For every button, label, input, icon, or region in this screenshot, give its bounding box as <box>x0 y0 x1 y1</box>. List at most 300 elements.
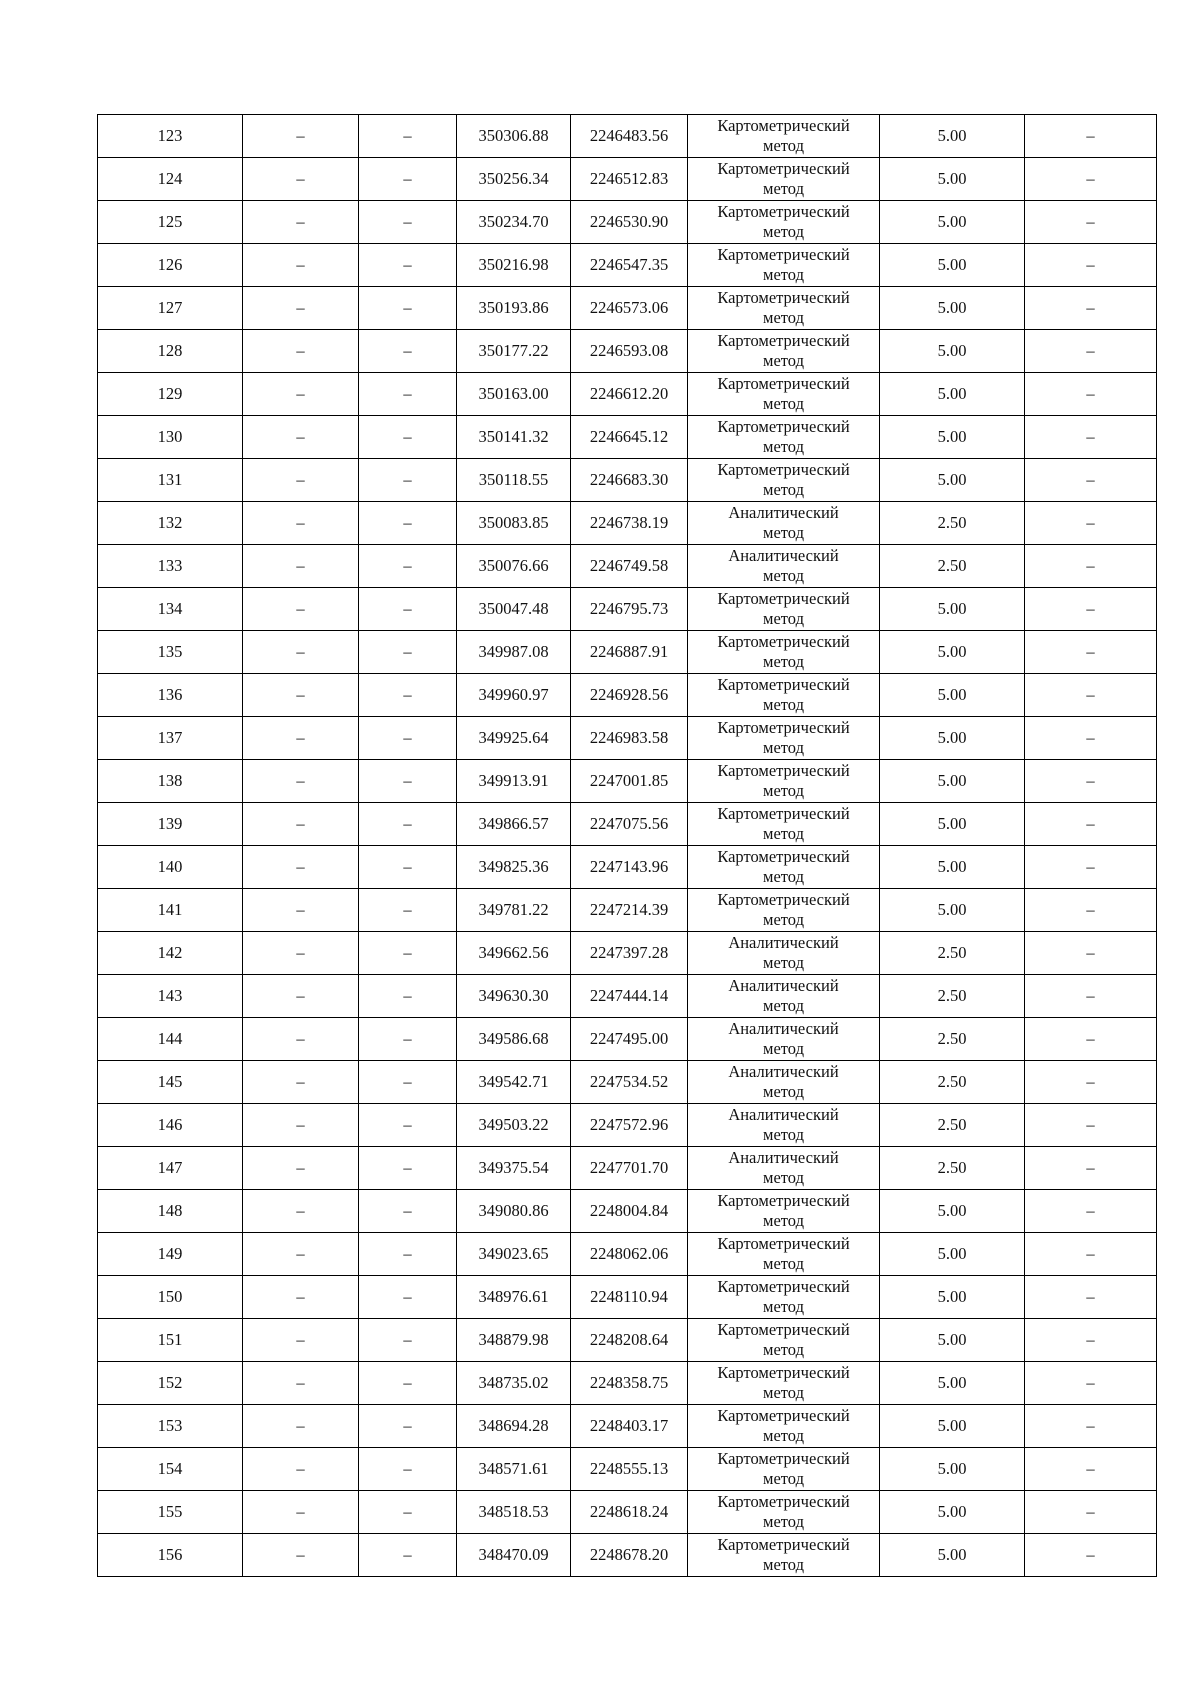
method-cell <box>688 889 880 932</box>
method-cell <box>688 244 880 287</box>
table-row <box>98 1276 1157 1319</box>
method-name: Картометрический <box>717 1234 850 1253</box>
precision-cell: 2.50 <box>880 502 1025 545</box>
method-name: Картометрический <box>717 1535 850 1554</box>
x-coordinate-cell: 349503.22 <box>457 1104 571 1147</box>
method-cell <box>688 760 880 803</box>
method-name: Аналитический <box>728 933 839 952</box>
coordinates-table <box>97 114 1157 1577</box>
precision-cell: 5.00 <box>880 1534 1025 1577</box>
dash-cell: – <box>359 760 457 803</box>
x-coordinate-cell: 350177.22 <box>457 330 571 373</box>
method-word: метод <box>763 1512 804 1531</box>
table-row <box>98 545 1157 588</box>
dash-cell: – <box>359 674 457 717</box>
dash-cell: – <box>359 975 457 1018</box>
precision-cell: 5.00 <box>880 330 1025 373</box>
method-cell <box>688 932 880 975</box>
dash-cell: – <box>1025 158 1157 201</box>
point-number-cell: 148 <box>98 1190 243 1233</box>
method-cell <box>688 1319 880 1362</box>
method-cell <box>688 115 880 158</box>
x-coordinate-cell: 349630.30 <box>457 975 571 1018</box>
method-word: метод <box>763 652 804 671</box>
point-number-cell: 124 <box>98 158 243 201</box>
dash-cell: – <box>359 244 457 287</box>
method-name: Картометрический <box>717 202 850 221</box>
point-number-cell: 149 <box>98 1233 243 1276</box>
y-coordinate-cell: 2248403.17 <box>571 1405 688 1448</box>
table-row <box>98 1534 1157 1577</box>
method-cell <box>688 717 880 760</box>
dash-cell: – <box>1025 244 1157 287</box>
method-cell <box>688 1534 880 1577</box>
dash-cell: – <box>1025 1018 1157 1061</box>
method-word: метод <box>763 609 804 628</box>
dash-cell: – <box>243 373 359 416</box>
dash-cell: – <box>1025 846 1157 889</box>
precision-cell: 5.00 <box>880 760 1025 803</box>
dash-cell: – <box>243 201 359 244</box>
point-number-cell: 125 <box>98 201 243 244</box>
method-cell <box>688 330 880 373</box>
dash-cell: – <box>243 1276 359 1319</box>
method-cell <box>688 975 880 1018</box>
dash-cell: – <box>359 1190 457 1233</box>
precision-cell: 5.00 <box>880 287 1025 330</box>
dash-cell: – <box>1025 1448 1157 1491</box>
method-cell <box>688 1104 880 1147</box>
precision-cell: 5.00 <box>880 717 1025 760</box>
point-number-cell: 135 <box>98 631 243 674</box>
dash-cell: – <box>359 1534 457 1577</box>
precision-cell: 5.00 <box>880 631 1025 674</box>
table-row <box>98 1233 1157 1276</box>
method-word: метод <box>763 566 804 585</box>
dash-cell: – <box>359 1061 457 1104</box>
table-body <box>98 115 1157 1577</box>
method-word: метод <box>763 394 804 413</box>
method-word: метод <box>763 1383 804 1402</box>
point-number-cell: 123 <box>98 115 243 158</box>
dash-cell: – <box>359 803 457 846</box>
method-name: Картометрический <box>717 1277 850 1296</box>
method-name: Аналитический <box>728 1019 839 1038</box>
dash-cell: – <box>243 244 359 287</box>
method-word: метод <box>763 1555 804 1574</box>
method-name: Картометрический <box>717 718 850 737</box>
method-word: метод <box>763 480 804 499</box>
method-cell <box>688 1233 880 1276</box>
dash-cell: – <box>359 330 457 373</box>
y-coordinate-cell: 2246683.30 <box>571 459 688 502</box>
precision-cell: 5.00 <box>880 1276 1025 1319</box>
table-row <box>98 588 1157 631</box>
method-cell <box>688 1362 880 1405</box>
precision-cell: 5.00 <box>880 803 1025 846</box>
table-row <box>98 1319 1157 1362</box>
precision-cell: 5.00 <box>880 158 1025 201</box>
point-number-cell: 150 <box>98 1276 243 1319</box>
point-number-cell: 155 <box>98 1491 243 1534</box>
method-name: Картометрический <box>717 1363 850 1382</box>
point-number-cell: 133 <box>98 545 243 588</box>
method-name: Картометрический <box>717 847 850 866</box>
dash-cell: – <box>359 1448 457 1491</box>
dash-cell: – <box>243 932 359 975</box>
method-word: метод <box>763 1082 804 1101</box>
dash-cell: – <box>243 1147 359 1190</box>
dash-cell: – <box>243 1362 359 1405</box>
point-number-cell: 129 <box>98 373 243 416</box>
precision-cell: 2.50 <box>880 1061 1025 1104</box>
y-coordinate-cell: 2247534.52 <box>571 1061 688 1104</box>
method-name: Аналитический <box>728 976 839 995</box>
precision-cell: 5.00 <box>880 459 1025 502</box>
method-name: Картометрический <box>717 1320 850 1339</box>
point-number-cell: 137 <box>98 717 243 760</box>
dash-cell: – <box>1025 330 1157 373</box>
dash-cell: – <box>359 158 457 201</box>
x-coordinate-cell: 349542.71 <box>457 1061 571 1104</box>
x-coordinate-cell: 350141.32 <box>457 416 571 459</box>
y-coordinate-cell: 2248555.13 <box>571 1448 688 1491</box>
table-row <box>98 846 1157 889</box>
x-coordinate-cell: 349781.22 <box>457 889 571 932</box>
y-coordinate-cell: 2247701.70 <box>571 1147 688 1190</box>
dash-cell: – <box>1025 1534 1157 1577</box>
method-name: Картометрический <box>717 288 850 307</box>
precision-cell: 5.00 <box>880 1233 1025 1276</box>
method-cell <box>688 1018 880 1061</box>
method-cell <box>688 1147 880 1190</box>
point-number-cell: 147 <box>98 1147 243 1190</box>
method-name: Картометрический <box>717 1191 850 1210</box>
dash-cell: – <box>1025 1104 1157 1147</box>
dash-cell: – <box>359 1276 457 1319</box>
method-word: метод <box>763 1125 804 1144</box>
method-name: Картометрический <box>717 159 850 178</box>
x-coordinate-cell: 349987.08 <box>457 631 571 674</box>
dash-cell: – <box>359 588 457 631</box>
method-word: метод <box>763 867 804 886</box>
dash-cell: – <box>243 803 359 846</box>
table-row <box>98 201 1157 244</box>
method-cell <box>688 1276 880 1319</box>
method-name: Картометрический <box>717 417 850 436</box>
method-word: метод <box>763 996 804 1015</box>
point-number-cell: 154 <box>98 1448 243 1491</box>
dash-cell: – <box>243 545 359 588</box>
x-coordinate-cell: 350163.00 <box>457 373 571 416</box>
point-number-cell: 138 <box>98 760 243 803</box>
dash-cell: – <box>359 287 457 330</box>
x-coordinate-cell: 350193.86 <box>457 287 571 330</box>
dash-cell: – <box>359 1147 457 1190</box>
method-cell <box>688 201 880 244</box>
method-word: метод <box>763 1168 804 1187</box>
method-word: метод <box>763 1340 804 1359</box>
y-coordinate-cell: 2246530.90 <box>571 201 688 244</box>
precision-cell: 2.50 <box>880 1147 1025 1190</box>
method-cell <box>688 416 880 459</box>
dash-cell: – <box>1025 416 1157 459</box>
table-row <box>98 889 1157 932</box>
x-coordinate-cell: 349080.86 <box>457 1190 571 1233</box>
dash-cell: – <box>1025 1147 1157 1190</box>
dash-cell: – <box>243 588 359 631</box>
y-coordinate-cell: 2248004.84 <box>571 1190 688 1233</box>
method-name: Картометрический <box>717 1449 850 1468</box>
table-row <box>98 803 1157 846</box>
method-cell <box>688 588 880 631</box>
method-cell <box>688 803 880 846</box>
table-row <box>98 1018 1157 1061</box>
dash-cell: – <box>359 889 457 932</box>
dash-cell: – <box>1025 201 1157 244</box>
x-coordinate-cell: 350083.85 <box>457 502 571 545</box>
y-coordinate-cell: 2248208.64 <box>571 1319 688 1362</box>
dash-cell: – <box>1025 717 1157 760</box>
method-name: Картометрический <box>717 675 850 694</box>
point-number-cell: 151 <box>98 1319 243 1362</box>
method-cell <box>688 674 880 717</box>
y-coordinate-cell: 2247572.96 <box>571 1104 688 1147</box>
method-name: Картометрический <box>717 245 850 264</box>
method-name: Картометрический <box>717 1406 850 1425</box>
precision-cell: 2.50 <box>880 932 1025 975</box>
dash-cell: – <box>243 1319 359 1362</box>
y-coordinate-cell: 2246928.56 <box>571 674 688 717</box>
method-cell <box>688 1448 880 1491</box>
dash-cell: – <box>359 502 457 545</box>
y-coordinate-cell: 2247143.96 <box>571 846 688 889</box>
dash-cell: – <box>1025 803 1157 846</box>
dash-cell: – <box>1025 115 1157 158</box>
dash-cell: – <box>1025 588 1157 631</box>
table-row <box>98 760 1157 803</box>
y-coordinate-cell: 2247495.00 <box>571 1018 688 1061</box>
method-word: метод <box>763 1211 804 1230</box>
method-word: метод <box>763 351 804 370</box>
point-number-cell: 130 <box>98 416 243 459</box>
precision-cell: 5.00 <box>880 1362 1025 1405</box>
x-coordinate-cell: 349960.97 <box>457 674 571 717</box>
y-coordinate-cell: 2248110.94 <box>571 1276 688 1319</box>
dash-cell: – <box>359 459 457 502</box>
method-name: Картометрический <box>717 761 850 780</box>
precision-cell: 5.00 <box>880 201 1025 244</box>
dash-cell: – <box>243 416 359 459</box>
precision-cell: 5.00 <box>880 244 1025 287</box>
precision-cell: 2.50 <box>880 545 1025 588</box>
method-cell <box>688 1491 880 1534</box>
dash-cell: – <box>1025 889 1157 932</box>
point-number-cell: 139 <box>98 803 243 846</box>
dash-cell: – <box>359 1491 457 1534</box>
dash-cell: – <box>359 545 457 588</box>
method-word: метод <box>763 695 804 714</box>
precision-cell: 5.00 <box>880 1405 1025 1448</box>
table-row <box>98 975 1157 1018</box>
method-word: метод <box>763 523 804 542</box>
y-coordinate-cell: 2246573.06 <box>571 287 688 330</box>
dash-cell: – <box>359 373 457 416</box>
x-coordinate-cell: 348470.09 <box>457 1534 571 1577</box>
table-row <box>98 373 1157 416</box>
method-word: метод <box>763 738 804 757</box>
precision-cell: 5.00 <box>880 373 1025 416</box>
table-row <box>98 287 1157 330</box>
point-number-cell: 140 <box>98 846 243 889</box>
y-coordinate-cell: 2247444.14 <box>571 975 688 1018</box>
y-coordinate-cell: 2246795.73 <box>571 588 688 631</box>
point-number-cell: 153 <box>98 1405 243 1448</box>
method-name: Аналитический <box>728 1148 839 1167</box>
method-name: Картометрический <box>717 331 850 350</box>
precision-cell: 5.00 <box>880 1319 1025 1362</box>
table-row <box>98 1147 1157 1190</box>
dash-cell: – <box>359 1405 457 1448</box>
dash-cell: – <box>243 1061 359 1104</box>
dash-cell: – <box>243 760 359 803</box>
dash-cell: – <box>1025 1233 1157 1276</box>
table-row <box>98 631 1157 674</box>
table-row <box>98 1190 1157 1233</box>
y-coordinate-cell: 2246738.19 <box>571 502 688 545</box>
method-word: метод <box>763 1297 804 1316</box>
x-coordinate-cell: 350118.55 <box>457 459 571 502</box>
dash-cell: – <box>243 330 359 373</box>
point-number-cell: 131 <box>98 459 243 502</box>
dash-cell: – <box>1025 1491 1157 1534</box>
dash-cell: – <box>359 846 457 889</box>
precision-cell: 2.50 <box>880 1018 1025 1061</box>
x-coordinate-cell: 350076.66 <box>457 545 571 588</box>
dash-cell: – <box>243 889 359 932</box>
point-number-cell: 126 <box>98 244 243 287</box>
dash-cell: – <box>1025 459 1157 502</box>
method-word: метод <box>763 824 804 843</box>
table-row <box>98 717 1157 760</box>
method-cell <box>688 545 880 588</box>
point-number-cell: 141 <box>98 889 243 932</box>
dash-cell: – <box>1025 1319 1157 1362</box>
dash-cell: – <box>359 1233 457 1276</box>
method-cell <box>688 1061 880 1104</box>
method-word: метод <box>763 781 804 800</box>
method-cell <box>688 846 880 889</box>
table-row <box>98 1061 1157 1104</box>
dash-cell: – <box>243 846 359 889</box>
method-cell <box>688 459 880 502</box>
dash-cell: – <box>359 932 457 975</box>
dash-cell: – <box>1025 1276 1157 1319</box>
method-word: метод <box>763 1039 804 1058</box>
table-row <box>98 1104 1157 1147</box>
point-number-cell: 128 <box>98 330 243 373</box>
y-coordinate-cell: 2248062.06 <box>571 1233 688 1276</box>
method-word: метод <box>763 1426 804 1445</box>
dash-cell: – <box>359 631 457 674</box>
dash-cell: – <box>359 416 457 459</box>
dash-cell: – <box>359 1362 457 1405</box>
x-coordinate-cell: 349925.64 <box>457 717 571 760</box>
y-coordinate-cell: 2247075.56 <box>571 803 688 846</box>
method-word: метод <box>763 136 804 155</box>
point-number-cell: 144 <box>98 1018 243 1061</box>
precision-cell: 5.00 <box>880 588 1025 631</box>
point-number-cell: 145 <box>98 1061 243 1104</box>
dash-cell: – <box>359 717 457 760</box>
table-row <box>98 459 1157 502</box>
method-word: метод <box>763 953 804 972</box>
precision-cell: 5.00 <box>880 1448 1025 1491</box>
y-coordinate-cell: 2246483.56 <box>571 115 688 158</box>
precision-cell: 5.00 <box>880 416 1025 459</box>
x-coordinate-cell: 348518.53 <box>457 1491 571 1534</box>
method-name: Картометрический <box>717 589 850 608</box>
dash-cell: – <box>359 201 457 244</box>
method-name: Картометрический <box>717 804 850 823</box>
table-row <box>98 502 1157 545</box>
method-word: метод <box>763 179 804 198</box>
precision-cell: 5.00 <box>880 1190 1025 1233</box>
table-row <box>98 674 1157 717</box>
dash-cell: – <box>1025 1061 1157 1104</box>
dash-cell: – <box>1025 502 1157 545</box>
dash-cell: – <box>1025 545 1157 588</box>
table-row <box>98 115 1157 158</box>
y-coordinate-cell: 2248358.75 <box>571 1362 688 1405</box>
point-number-cell: 136 <box>98 674 243 717</box>
method-word: метод <box>763 1469 804 1488</box>
x-coordinate-cell: 350256.34 <box>457 158 571 201</box>
y-coordinate-cell: 2246512.83 <box>571 158 688 201</box>
table-row <box>98 330 1157 373</box>
precision-cell: 2.50 <box>880 975 1025 1018</box>
dash-cell: – <box>243 1534 359 1577</box>
point-number-cell: 132 <box>98 502 243 545</box>
method-name: Картометрический <box>717 374 850 393</box>
point-number-cell: 156 <box>98 1534 243 1577</box>
dash-cell: – <box>1025 287 1157 330</box>
dash-cell: – <box>1025 631 1157 674</box>
method-cell <box>688 502 880 545</box>
method-word: метод <box>763 910 804 929</box>
precision-cell: 2.50 <box>880 1104 1025 1147</box>
precision-cell: 5.00 <box>880 674 1025 717</box>
table-row <box>98 416 1157 459</box>
y-coordinate-cell: 2247214.39 <box>571 889 688 932</box>
y-coordinate-cell: 2246547.35 <box>571 244 688 287</box>
precision-cell: 5.00 <box>880 115 1025 158</box>
x-coordinate-cell: 349913.91 <box>457 760 571 803</box>
x-coordinate-cell: 349825.36 <box>457 846 571 889</box>
table-row <box>98 1491 1157 1534</box>
method-name: Аналитический <box>728 546 839 565</box>
precision-cell: 5.00 <box>880 889 1025 932</box>
method-word: метод <box>763 222 804 241</box>
dash-cell: – <box>243 1190 359 1233</box>
method-name: Картометрический <box>717 632 850 651</box>
y-coordinate-cell: 2246887.91 <box>571 631 688 674</box>
method-name: Картометрический <box>717 460 850 479</box>
table-row <box>98 932 1157 975</box>
point-number-cell: 152 <box>98 1362 243 1405</box>
table-row <box>98 1448 1157 1491</box>
point-number-cell: 127 <box>98 287 243 330</box>
